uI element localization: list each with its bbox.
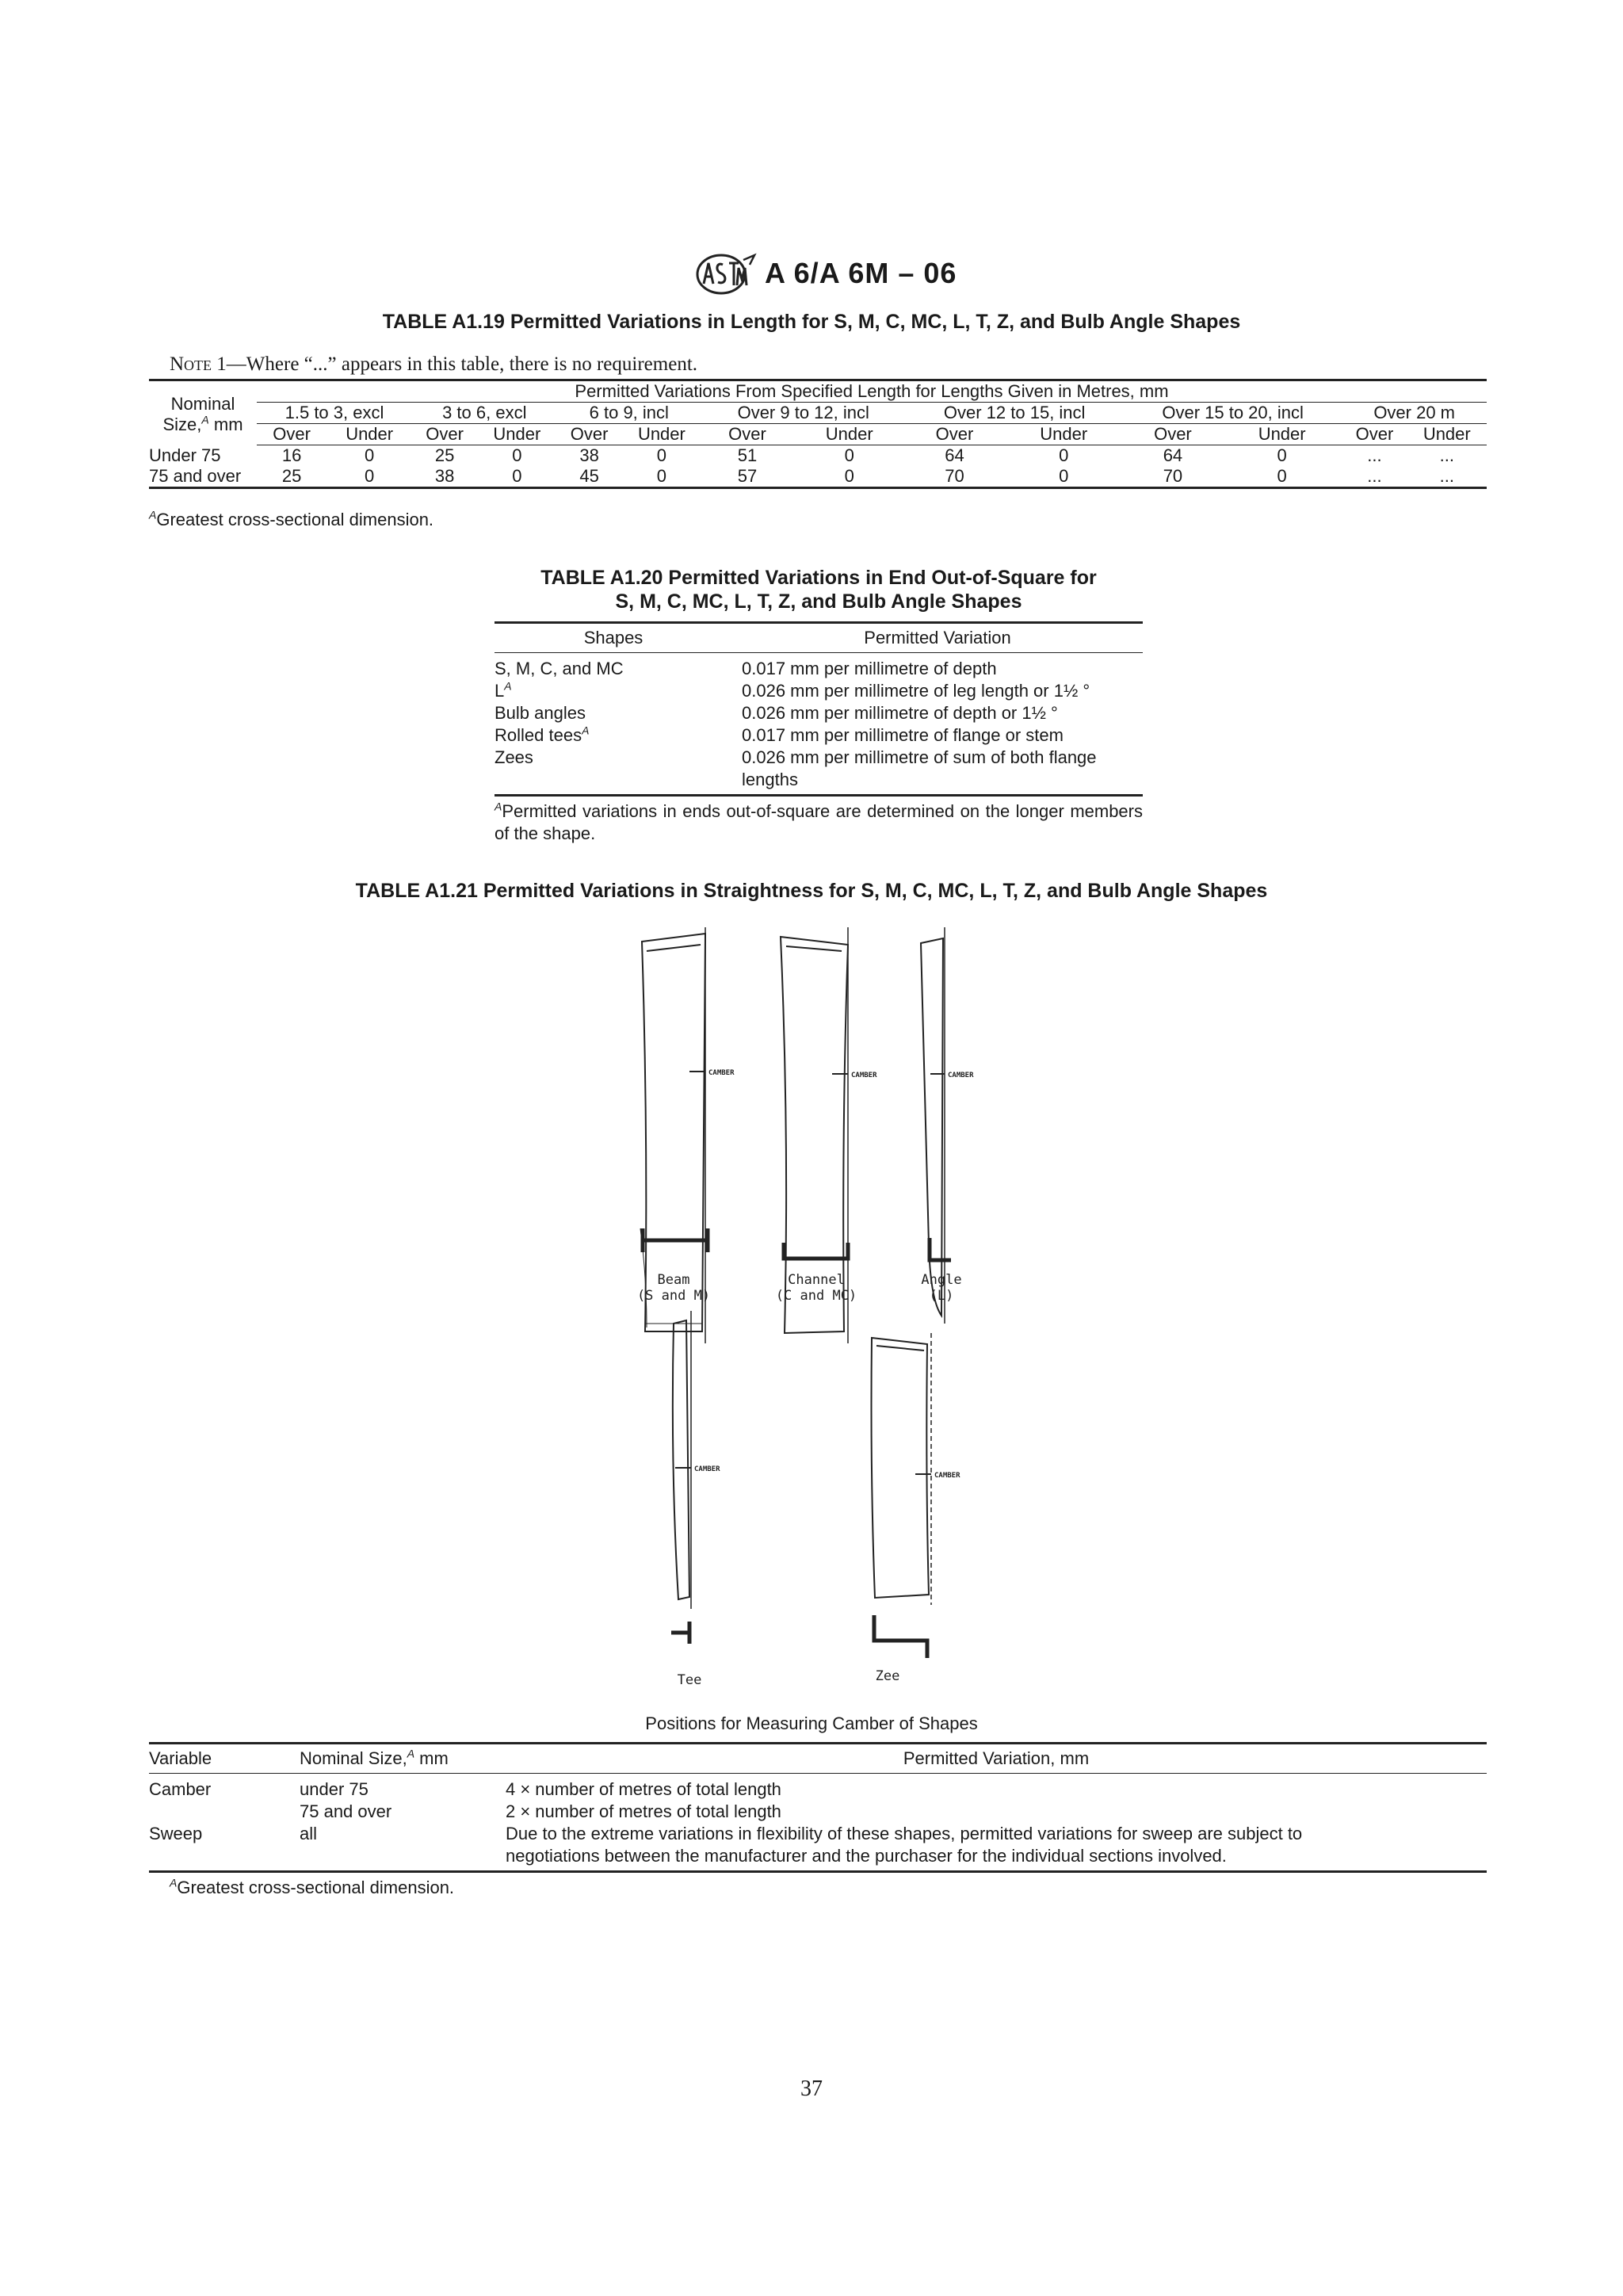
- footnote-text: Greatest cross-sectional dimension.: [177, 1878, 455, 1897]
- variation-cell: 2 × number of metres of total length: [506, 1801, 781, 1821]
- variation-cell: 0.026 mm per millimetre of sum of both flange lengths: [732, 747, 1143, 796]
- shape-name: Bulb angles: [495, 703, 586, 723]
- size-cell: all: [300, 1823, 506, 1872]
- note-label: Note 1: [170, 353, 227, 375]
- value-cell: 16: [281, 445, 302, 465]
- nominal-label: Nominal Size,: [300, 1748, 407, 1768]
- value-cell: 64: [945, 445, 964, 465]
- variable-header: Variable: [149, 1744, 300, 1774]
- variation-cell: Due to the extreme variations in flexibility of these shapes, permitted variations for sweep are subject to negotiations between the manufacturer and the purchaser for the individual sections involved.: [506, 1823, 1487, 1872]
- variation-cell: 4 × number of metres of total length: [506, 1779, 781, 1799]
- astm-logo-icon: [689, 252, 759, 296]
- value-cell: 0: [512, 445, 522, 465]
- shape-sub-channel: (C and MC): [775, 1288, 857, 1304]
- camber-figure: [555, 927, 1109, 1704]
- table-a1-20-title: [495, 566, 1143, 613]
- variation-cell: 0.026 mm per millimetre of leg length or 1½ °: [742, 681, 1090, 701]
- value-cell: 70: [905, 466, 1003, 488]
- variable-cell: Camber: [149, 1779, 212, 1799]
- table-row: [149, 1801, 1487, 1823]
- value-cell: ...: [1367, 445, 1382, 465]
- value-cell: 0: [1059, 445, 1069, 465]
- figure-caption: Positions for Measuring Camber of Shapes: [645, 1713, 978, 1733]
- footnote-marker: A: [407, 1747, 415, 1760]
- value-cell: 0: [1222, 466, 1342, 488]
- camber-label: CAMBER: [934, 1472, 960, 1480]
- page-number: 37: [800, 2076, 823, 2101]
- unit-label: mm: [414, 1748, 449, 1768]
- under-header: Under: [327, 424, 412, 445]
- table-row: [149, 445, 1487, 467]
- value-cell: 0: [327, 466, 412, 488]
- variation-header: Permitted Variation, mm: [506, 1744, 1487, 1774]
- under-header: Under: [1004, 424, 1124, 445]
- shape-name: L: [495, 681, 505, 701]
- shape-cell: [495, 702, 732, 724]
- under-header: Under: [1407, 424, 1487, 445]
- shape-cell: [495, 747, 732, 796]
- under-header: Under: [477, 424, 556, 445]
- shape-cell: [495, 653, 732, 681]
- value-cell: 25: [257, 466, 327, 488]
- length-range-header: Over 15 to 20, incl: [1124, 403, 1342, 424]
- shapes-header: Shapes: [495, 623, 732, 653]
- footnote-marker: A: [149, 508, 157, 521]
- value-cell: ...: [1439, 445, 1454, 465]
- over-header: Over: [1342, 424, 1407, 445]
- shape-name-beam: Beam: [657, 1272, 690, 1288]
- length-range-header: Over 20 m: [1342, 403, 1487, 424]
- value-cell: 0: [477, 466, 556, 488]
- variation-cell: 0.017 mm per millimetre of flange or stem: [742, 725, 1064, 745]
- over-header: Over: [412, 424, 477, 445]
- table-a1-19: [149, 379, 1487, 489]
- camber-label: CAMBER: [851, 1072, 877, 1079]
- standard-number: A 6/A 6M – 06: [765, 257, 957, 289]
- table-a1-21-footnote: [170, 1877, 454, 1899]
- value-cell: 0: [1004, 466, 1124, 488]
- table-a1-20: [495, 621, 1143, 797]
- unit-label: mm: [208, 415, 243, 434]
- under-header: Under: [793, 424, 905, 445]
- shape-sub-beam: (S and M): [636, 1288, 711, 1304]
- length-range-header: 1.5 to 3, excl: [257, 403, 412, 424]
- under-header: Under: [1222, 424, 1342, 445]
- camber-label: CAMBER: [708, 1069, 735, 1077]
- variation-cell: 0.017 mm per millimetre of depth: [742, 659, 997, 678]
- length-range-header: 6 to 9, incl: [557, 403, 702, 424]
- table-row: [149, 1774, 1487, 1801]
- shape-name-zee: Zee: [875, 1668, 900, 1684]
- value-cell: 25: [434, 445, 455, 465]
- shape-cell: [495, 680, 732, 702]
- shape-name-angle: Angle: [921, 1272, 962, 1288]
- variable-cell: [149, 1801, 300, 1823]
- over-header: Over: [557, 424, 622, 445]
- footnote-marker: A: [504, 679, 512, 693]
- shape-name: Zees: [495, 747, 533, 767]
- table-row: [495, 653, 1143, 681]
- footnote-marker: A: [495, 800, 502, 813]
- shape-name: Rolled tees: [495, 725, 582, 745]
- value-cell: 0: [365, 445, 375, 465]
- size-cell: 75 and over: [300, 1801, 392, 1821]
- table-row: [495, 724, 1143, 747]
- shape-name-tee: Tee: [677, 1672, 702, 1688]
- table-a1-19-title: TABLE A1.19 Permitted Variations in Length for S, M, C, MC, L, T, Z, and Bulb Angle Shapes: [382, 311, 1241, 333]
- table-a1-20-footnote: [495, 800, 1143, 845]
- variation-header: Permitted Variation: [732, 623, 1143, 653]
- footnote-text: Greatest cross-sectional dimension.: [156, 510, 434, 529]
- value-cell: 51: [737, 445, 758, 465]
- value-cell: 0: [793, 466, 905, 488]
- angle-diagram: [921, 927, 945, 1324]
- value-cell: 45: [557, 466, 622, 488]
- shape-name: S, M, C, and MC: [495, 659, 624, 678]
- size-cell: Under 75: [149, 445, 221, 465]
- table-row: [495, 680, 1143, 702]
- shape-name-channel: Channel: [788, 1272, 845, 1288]
- shape-cell: [495, 724, 732, 747]
- value-cell: 38: [579, 445, 599, 465]
- table-row: [495, 702, 1143, 724]
- table-row: [149, 466, 1487, 488]
- size-cell: 75 and over: [149, 466, 257, 488]
- nominal-size-header: [149, 380, 257, 445]
- value-cell: ...: [1342, 466, 1407, 488]
- shape-sub-angle: (L): [929, 1288, 954, 1304]
- value-cell: 0: [844, 445, 854, 465]
- value-cell: 64: [1163, 445, 1183, 465]
- title-line-1: TABLE A1.20 Permitted Variations in End Out-of-Square for: [540, 567, 1097, 589]
- over-header: Over: [701, 424, 793, 445]
- length-range-header: Over 9 to 12, incl: [701, 403, 905, 424]
- value-cell: 0: [656, 445, 667, 465]
- table-a1-21: [149, 1742, 1487, 1873]
- footnote-text: Permitted variations in ends out-of-square are determined on the longer members of the shape.: [495, 801, 1143, 843]
- table-a1-19-note: [170, 353, 697, 376]
- footnote-marker: A: [201, 413, 209, 426]
- value-cell: 0: [622, 466, 701, 488]
- value-cell: 57: [701, 466, 793, 488]
- page-header: [0, 252, 1623, 296]
- zee-diagram: [872, 1333, 932, 1605]
- size-label: Size,: [162, 415, 202, 434]
- value-cell: 38: [412, 466, 477, 488]
- nominal-size-header: [300, 1744, 506, 1774]
- nominal-label: Nominal: [170, 394, 235, 414]
- under-header: Under: [622, 424, 701, 445]
- footnote-marker: A: [582, 724, 590, 737]
- tee-diagram: [673, 1311, 691, 1609]
- note-text: —Where “...” appears in this table, there is no requirement.: [226, 353, 698, 375]
- length-range-header: 3 to 6, excl: [412, 403, 557, 424]
- table-row: [495, 747, 1143, 796]
- footnote-marker: A: [170, 1876, 178, 1889]
- length-group-header: Permitted Variations From Specified Length for Lengths Given in Metres, mm: [257, 380, 1487, 403]
- over-header: Over: [1124, 424, 1222, 445]
- size-cell: under 75: [300, 1779, 369, 1799]
- over-header: Over: [905, 424, 1003, 445]
- camber-label: CAMBER: [948, 1072, 974, 1079]
- value-cell: ...: [1407, 466, 1487, 488]
- over-header: Over: [257, 424, 327, 445]
- table-row: [149, 1823, 1487, 1872]
- value-cell: 0: [1277, 445, 1287, 465]
- variation-cell: 0.026 mm per millimetre of depth or 1½ °: [742, 703, 1058, 723]
- camber-label: CAMBER: [694, 1465, 720, 1473]
- value-cell: 70: [1124, 466, 1222, 488]
- table-a1-19-footnote: [149, 509, 433, 531]
- variable-cell: Sweep: [149, 1823, 300, 1872]
- length-range-header: Over 12 to 15, incl: [905, 403, 1123, 424]
- title-line-2: S, M, C, MC, L, T, Z, and Bulb Angle Shapes: [615, 590, 1022, 613]
- table-a1-21-title: TABLE A1.21 Permitted Variations in Straightness for S, M, C, MC, L, T, Z, and Bulb Angle Shapes: [355, 880, 1268, 902]
